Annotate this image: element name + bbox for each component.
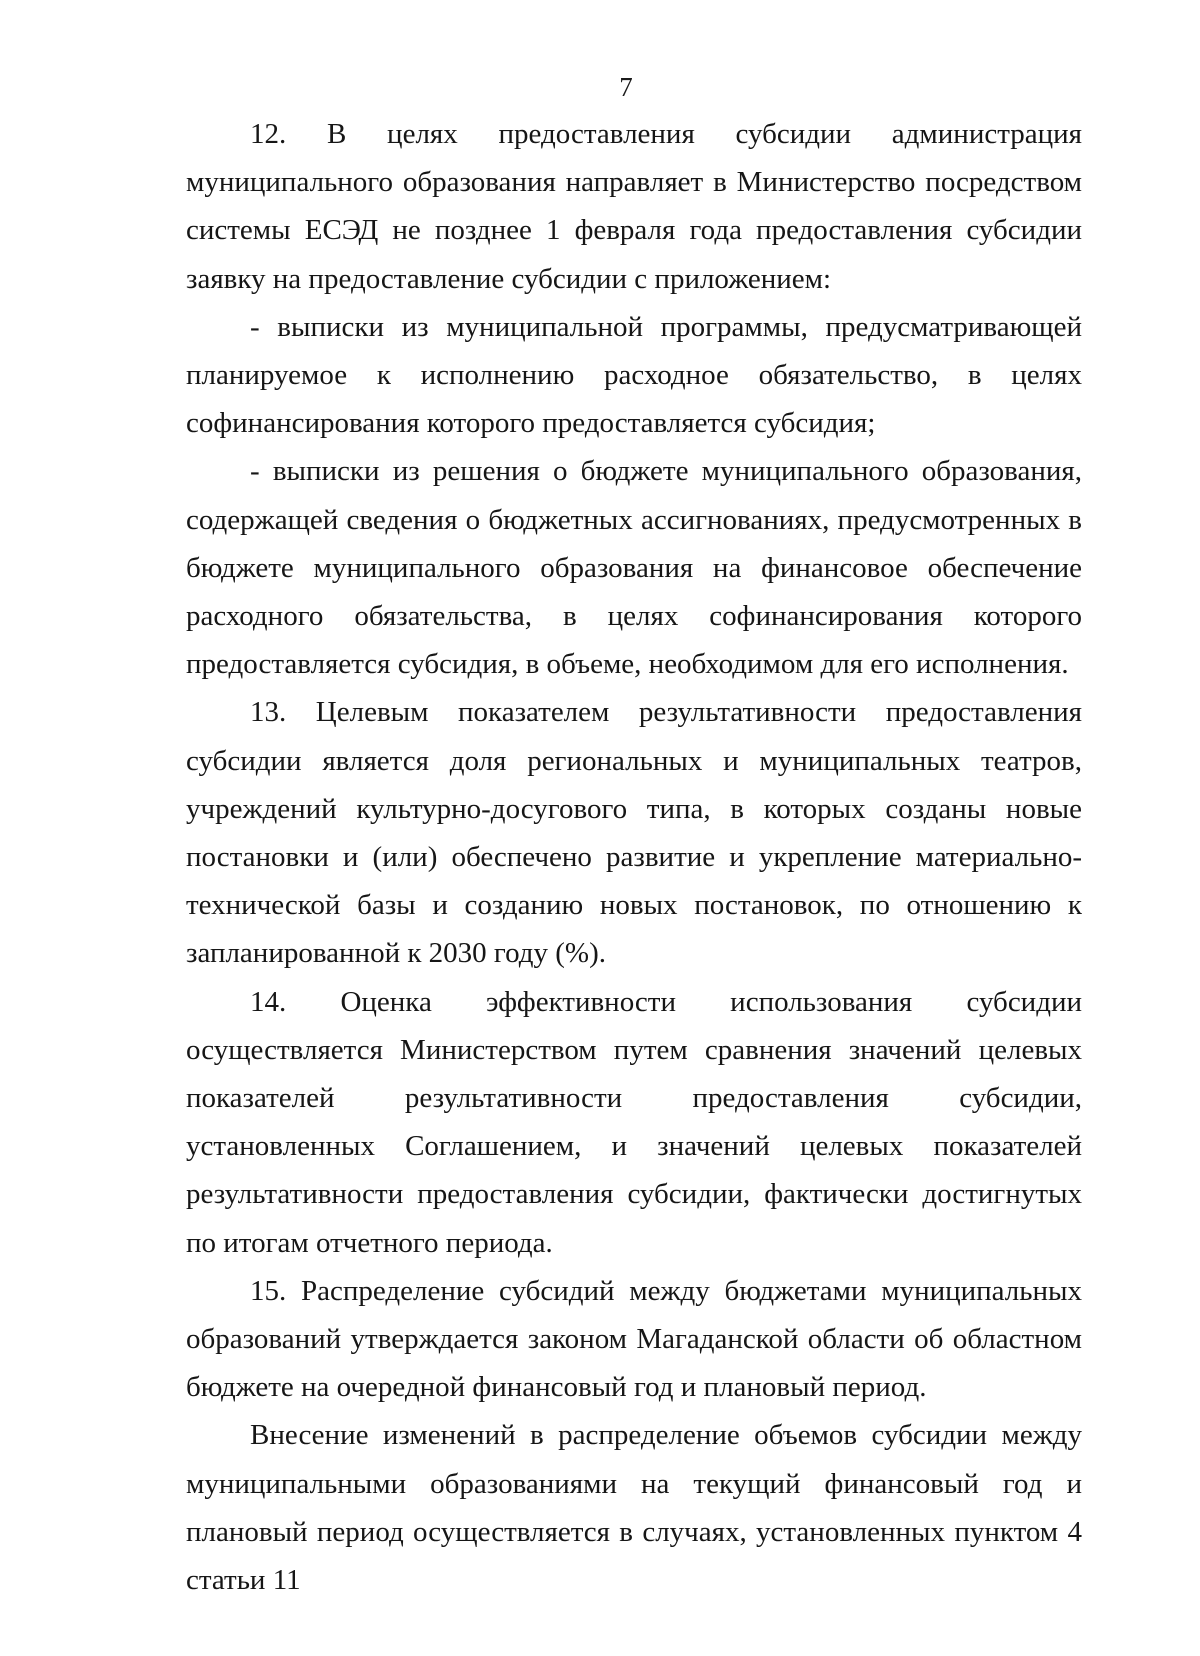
paragraph-15: 15. Распределение субсидий между бюджетами муниципальных образований утверждается законом Магаданской области об областном бюджете на очередной финансовый год и плановый период. bbox=[186, 1274, 1082, 1404]
paragraph-14: 14. Оценка эффективности использования субсидии осуществляется Министерством путем сравнения значений целевых показателей результативности предоставления субсидии, установленных Соглашением, и значений целевых показателей результативности предоставления субсидии, фактически достигнутых по итогам отчетного периода. bbox=[186, 985, 1082, 1259]
paragraph-12: 12. В целях предоставления субсидии администрация муниципального образования направляет в Министерство посредством системы ЕСЭД не позднее 1 февраля года предоставления субсидии заявку на предоставление субсидии с приложением: bbox=[186, 118, 1082, 295]
document-body bbox=[186, 110, 1082, 1604]
paragraph-amendments: Внесение изменений в распределение объемов субсидии между муниципальными образованиями на текущий финансовый год и плановый период осуществляется в случаях, установленных пунктом 4 статьи 11 bbox=[186, 1419, 1082, 1597]
paragraph-13: 13. Целевым показателем результативности предоставления субсидии является доля региональных и муниципальных театров, учреждений культурно-досугового типа, в которых созданы новые постановки и (или) обеспечено развитие и укрепление материально-технической базы и созданию новых постановок, по отношению к запланированной к 2030 году (%). bbox=[186, 696, 1082, 970]
page-number: 7 bbox=[619, 72, 633, 102]
list-item-budget-extract: - выписки из решения о бюджете муниципального образования, содержащей сведения о бюджетных ассигнованиях, предусмотренных в бюджете муниципального образования на финансовое обеспечение расходного обязательства, в целях софинансирования которого предоставляется субсидия, в объеме, необходимом для его исполнения. bbox=[186, 455, 1082, 681]
list-item-program-extract: - выписки из муниципальной программы, предусматривающей планируемое к исполнению расходное обязательство, в целях софинансирования которого предоставляется субсидия; bbox=[186, 310, 1082, 440]
